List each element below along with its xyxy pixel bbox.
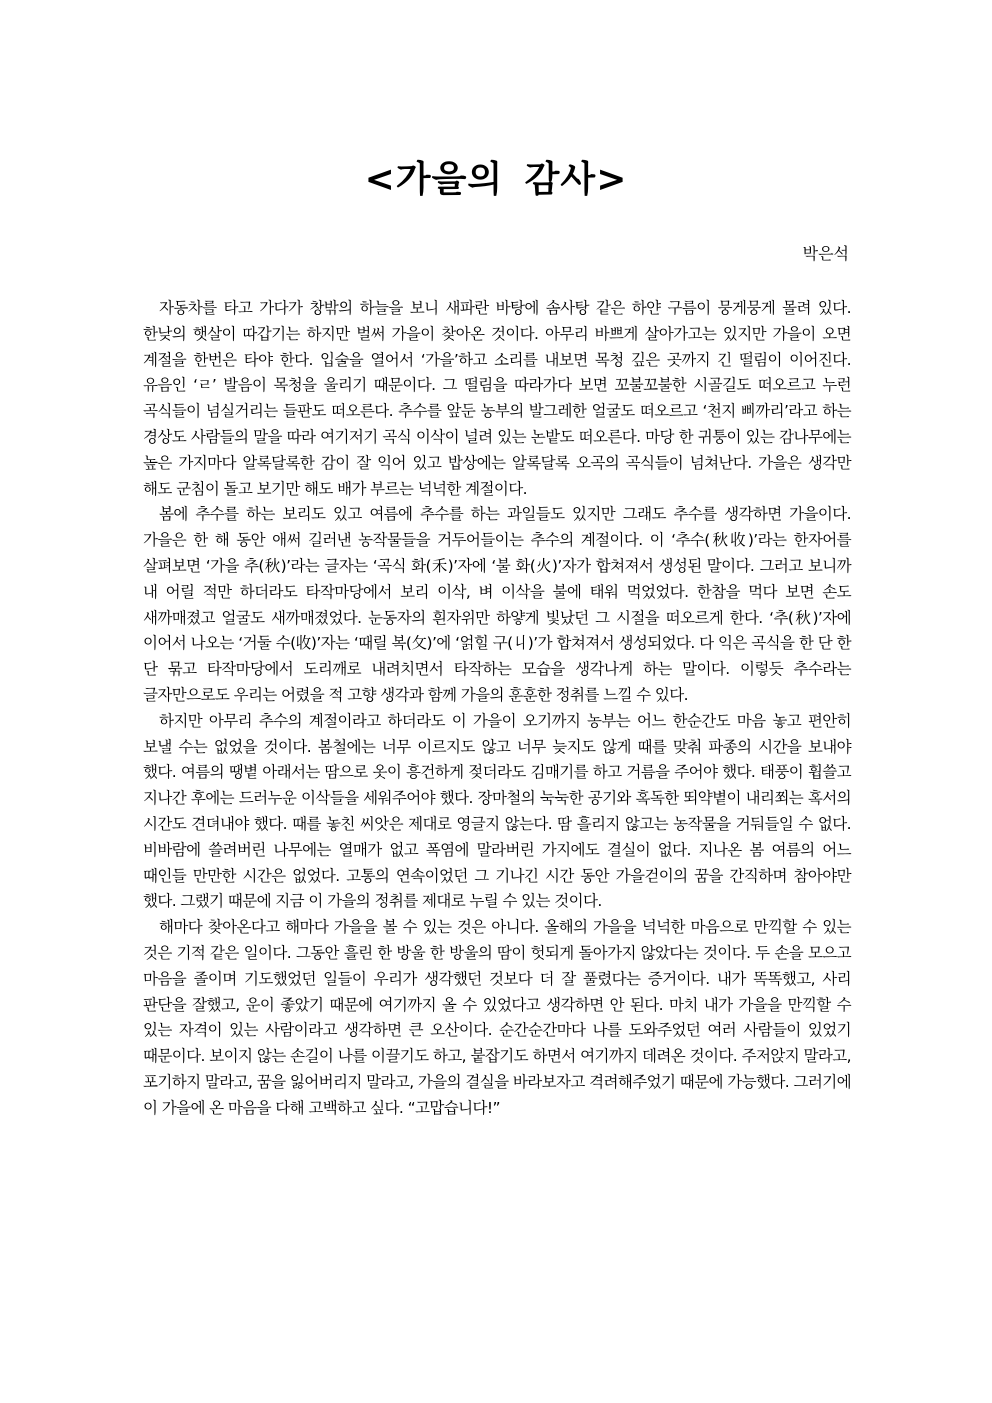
essay-body bbox=[143, 296, 851, 1122]
paragraph-3: 하지만 아무리 추수의 계절이라고 하더라도 이 가을이 오기까지 농부는 어느 한순간도 마음 놓고 편안히 보낼 수는 없었을 것이다. 봄철에는 너무 이르지도 않고 너무 늦지도 않게 때를 맞춰 파종의 시간을 보내야 했다. 여름의 땡볕 아래서는 땀으로 옷이 흥건하게 젖더라도 김매기를 하고 거름을 주어야 했다. 태풍이 휩쓸고 지나간 후에는 드러누운 이삭들을 세워주어야 했다. 장마철의 눅눅한 공기와 혹독한 뙤약볕이 내리쬐는 혹서의 시간도 견뎌내야 했다. 때를 놓친 씨앗은 제대로 영글지 않는다. 땀 흘리지 않고는 농작물을 거둬들일 수 없다. 비바람에 쓸려버린 나무에는 열매가 없고 폭염에 말라버린 가지에도 결실이 없다. 지나온 봄 여름의 어느 때인들 만만한 시간은 없었다. 고통의 연속이었던 그 기나긴 시간 동안 가을걷이의 꿈을 간직하며 참아야만 했다. 그랬기 때문에 지금 이 가을의 정취를 제대로 누릴 수 있는 것이다. bbox=[143, 711, 851, 911]
paragraph-4: 해마다 찾아온다고 해마다 가을을 볼 수 있는 것은 아니다. 올해의 가을을 넉넉한 마음으로 만끽할 수 있는 것은 기적 같은 일이다. 그동안 흘린 한 방울 한 방울의 땀이 헛되게 돌아가지 않았다는 것이다. 두 손을 모으고 마음을 졸이며 기도했었던 일들이 우리가 생각했던 것보다 더 잘 풀렸다는 증거이다. 내가 똑똑했고, 사리 판단을 잘했고, 운이 좋았기 때문에 여기까지 올 수 있었다고 생각하면 안 된다. 마치 내가 가을을 만끽할 수 있는 자격이 있는 사람이라고 생각하면 큰 오산이다. 순간순간마다 나를 도와주었던 여러 사람들이 있었기 때문이다. 보이지 않는 손길이 나를 이끌기도 하고, 붙잡기도 하면서 여기까지 데려온 것이다. 주저앉지 말라고, 포기하지 말라고, 꿈을 잃어버리지 말라고, 가을의 결실을 바라보자고 격려해주었기 때문에 가능했다. 그러기에 이 가을에 온 마음을 다해 고백하고 싶다. “고맙습니다!” bbox=[143, 918, 851, 1117]
paragraph-1: 자동차를 타고 가다가 창밖의 하늘을 보니 새파란 바탕에 솜사탕 같은 하얀 구름이 뭉게뭉게 몰려 있다. 한낮의 햇살이 따갑기는 하지만 벌써 가을이 찾아온 것이다. 아무리 바쁘게 살아가고는 있지만 가을이 오면 계절을 한번은 타야 한다. 입술을 열어서 ‘가을’하고 소리를 내보면 목청 깊은 곳까지 긴 떨림이 이어진다. 유음인 ‘ㄹ’ 발음이 목청을 울리기 때문이다. 그 떨림을 따라가다 보면 꼬불꼬불한 시골길도 떠오르고 누런 곡식들이 넘실거리는 들판도 떠오른다. 추수를 앞둔 농부의 발그레한 얼굴도 떠오르고 ‘천지 삐까리’라고 하는 경상도 사람들의 말을 따라 여기저기 곡식 이삭이 널려 있는 논밭도 떠오른다. 마당 한 귀퉁이 있는 감나무에는 높은 가지마다 알록달록한 감이 잘 익어 있고 밥상에는 알록달록 오곡의 곡식들이 넘쳐난다. 가을은 생각만 해도 군침이 돌고 보기만 해도 배가 부르는 넉넉한 계절이다. bbox=[143, 299, 851, 498]
paragraph-2: 봄에 추수를 하는 보리도 있고 여름에 추수를 하는 과일들도 있지만 그래도 추수를 생각하면 가을이다. 가을은 한 해 동안 애써 길러낸 농작물들을 거두어들이는 추수의 계절이다. 이 ‘추수(秋收)’라는 한자어를 살펴보면 ‘가을 추(秋)’라는 글자는 ‘곡식 화(禾)’자에 ‘불 화(火)’자가 합쳐져서 생성된 말이다. 그러고 보니까 내 어릴 적만 하더라도 타작마당에서 보리 이삭, 벼 이삭을 불에 태워 먹었었다. 한참을 먹다 보면 손도 새까매졌고 얼굴도 새까매졌었다. 눈동자의 흰자위만 하얗게 빛났던 그 시절을 떠오르게 한다. ‘추(秋)’자에 이어서 나오는 ‘거둘 수(收)’자는 ‘때릴 복(攵)’에 ‘얽힐 구(丩)’가 합쳐져서 생성되었다. 다 익은 곡식을 한 단 한 단 묶고 타작마당에서 도리깨로 내려치면서 타작하는 모습을 생각나게 하는 말이다. 이렇듯 추수라는 글자만으로도 우리는 어렸을 적 고향 생각과 함께 가을의 훈훈한 정취를 느낄 수 있다. bbox=[143, 505, 851, 704]
author-name: 박은석 bbox=[802, 244, 849, 263]
document-title: <가을의 감사> bbox=[364, 159, 628, 200]
